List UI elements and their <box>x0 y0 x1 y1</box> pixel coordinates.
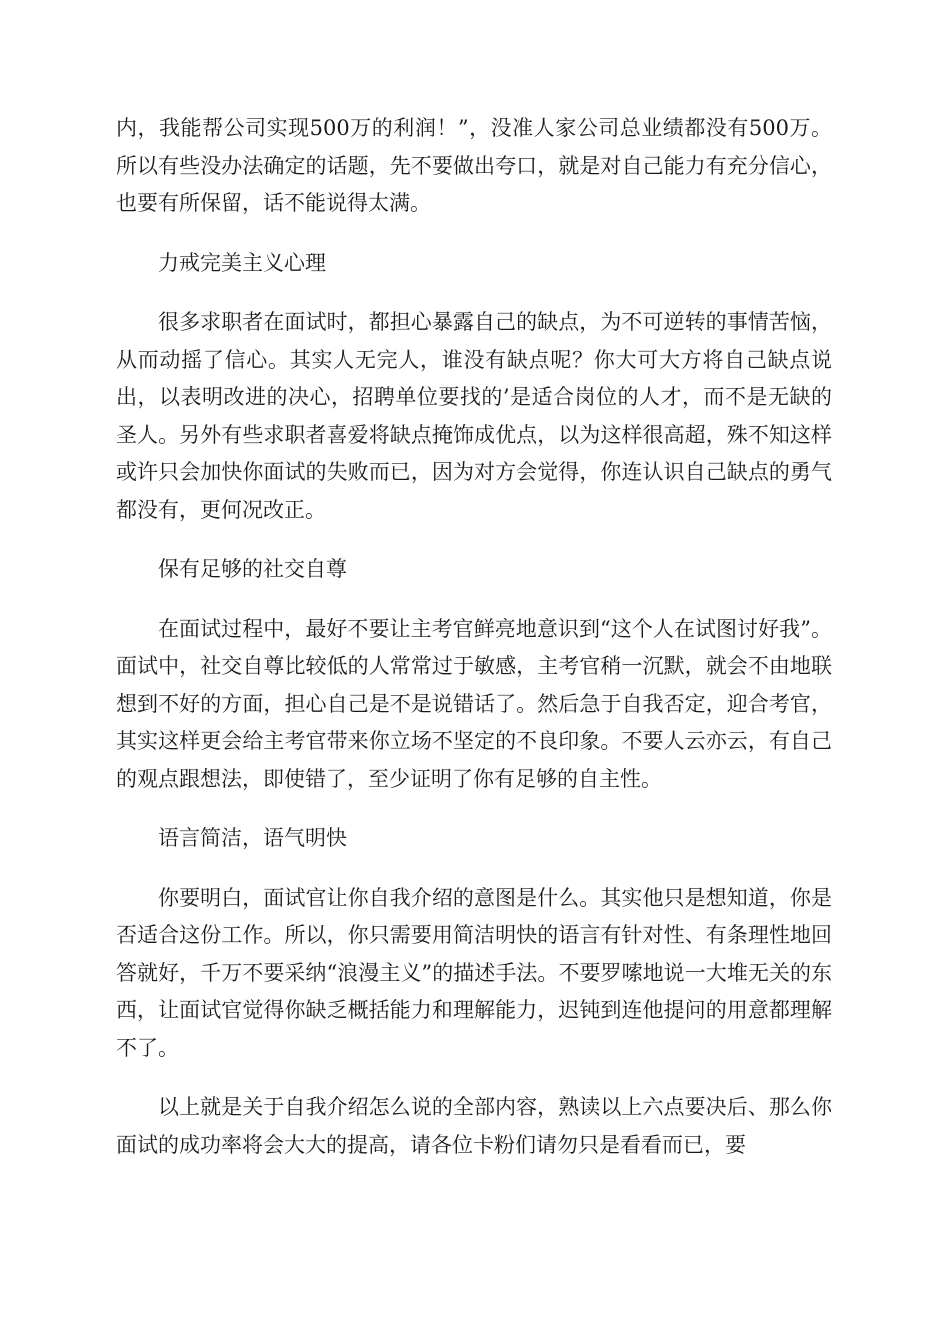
paragraph-concise-language: 你要明白，面试官让你自我介绍的意图是什么。其实他只是想知道，你是否适合这份工作。所以，你只需要用简洁明快的语言有针对性、有条理性地回答就好，千万不要采纳“浪漫主义”的描述手法。不要罗嗦地说一大堆无关的东西，让面试官觉得你缺乏概括能力和理解能力，迟钝到连他提问的用意都理解不了。 <box>116 885 832 1060</box>
paragraph-conclusion: 以上就是关于自我介绍怎么说的全部内容，熟读以上六点要决后、那么你面试的成功率将会大大的提高，请各位卡粉们请勿只是看看而已，要 <box>116 1095 832 1157</box>
paragraph-perfectionism: 很多求职者在面试时，都担心暴露自己的缺点，为不可逆转的事情苦恼，从而动摇了信心。其实人无完人，谁没有缺点呢？你大可大方将自己缺点说出，以表明改进的决心，招聘单位要找的’是适合岗位的人才，而不是无缺的圣人。另外有些求职者喜爱将缺点掩饰成优点，以为这样很高超，殊不知这样或许只会加快你面试的失败而已，因为对方会觉得，你连认识自己缺点的勇气都没有，更何况改正。 <box>116 310 832 522</box>
paragraph-continuation: 内，我能帮公司实现500万的利润！”，没准人家公司总业绩都没有500万。所以有些没办法确定的话题，先不要做出夸口，就是对自己能力有充分信心，也要有所保留，话不能说得太满。 <box>116 116 832 215</box>
section-heading-perfectionism: 力戒完美主义心理 <box>158 250 326 275</box>
paragraph-self-esteem: 在面试过程中，最好不要让主考官鲜亮地意识到“这个人在试图讨好我”。面试中，社交自尊比较低的人常常过于敏感，主考官稍一沉默，就会不由地联想到不好的方面，担心自己是不是说错话了。然后急于自我否定，迎合考官，其实这样更会给主考官带来你立场不坚定的不良印象。不要人云亦云，有自己的观点跟想法，即使错了，至少证明了你有足够的自主性。 <box>116 616 832 791</box>
section-heading-self-esteem: 保有足够的社交自尊 <box>158 557 347 581</box>
document-body <box>116 110 832 1186</box>
section-heading-concise-language: 语言简洁，语气明快 <box>158 826 347 850</box>
